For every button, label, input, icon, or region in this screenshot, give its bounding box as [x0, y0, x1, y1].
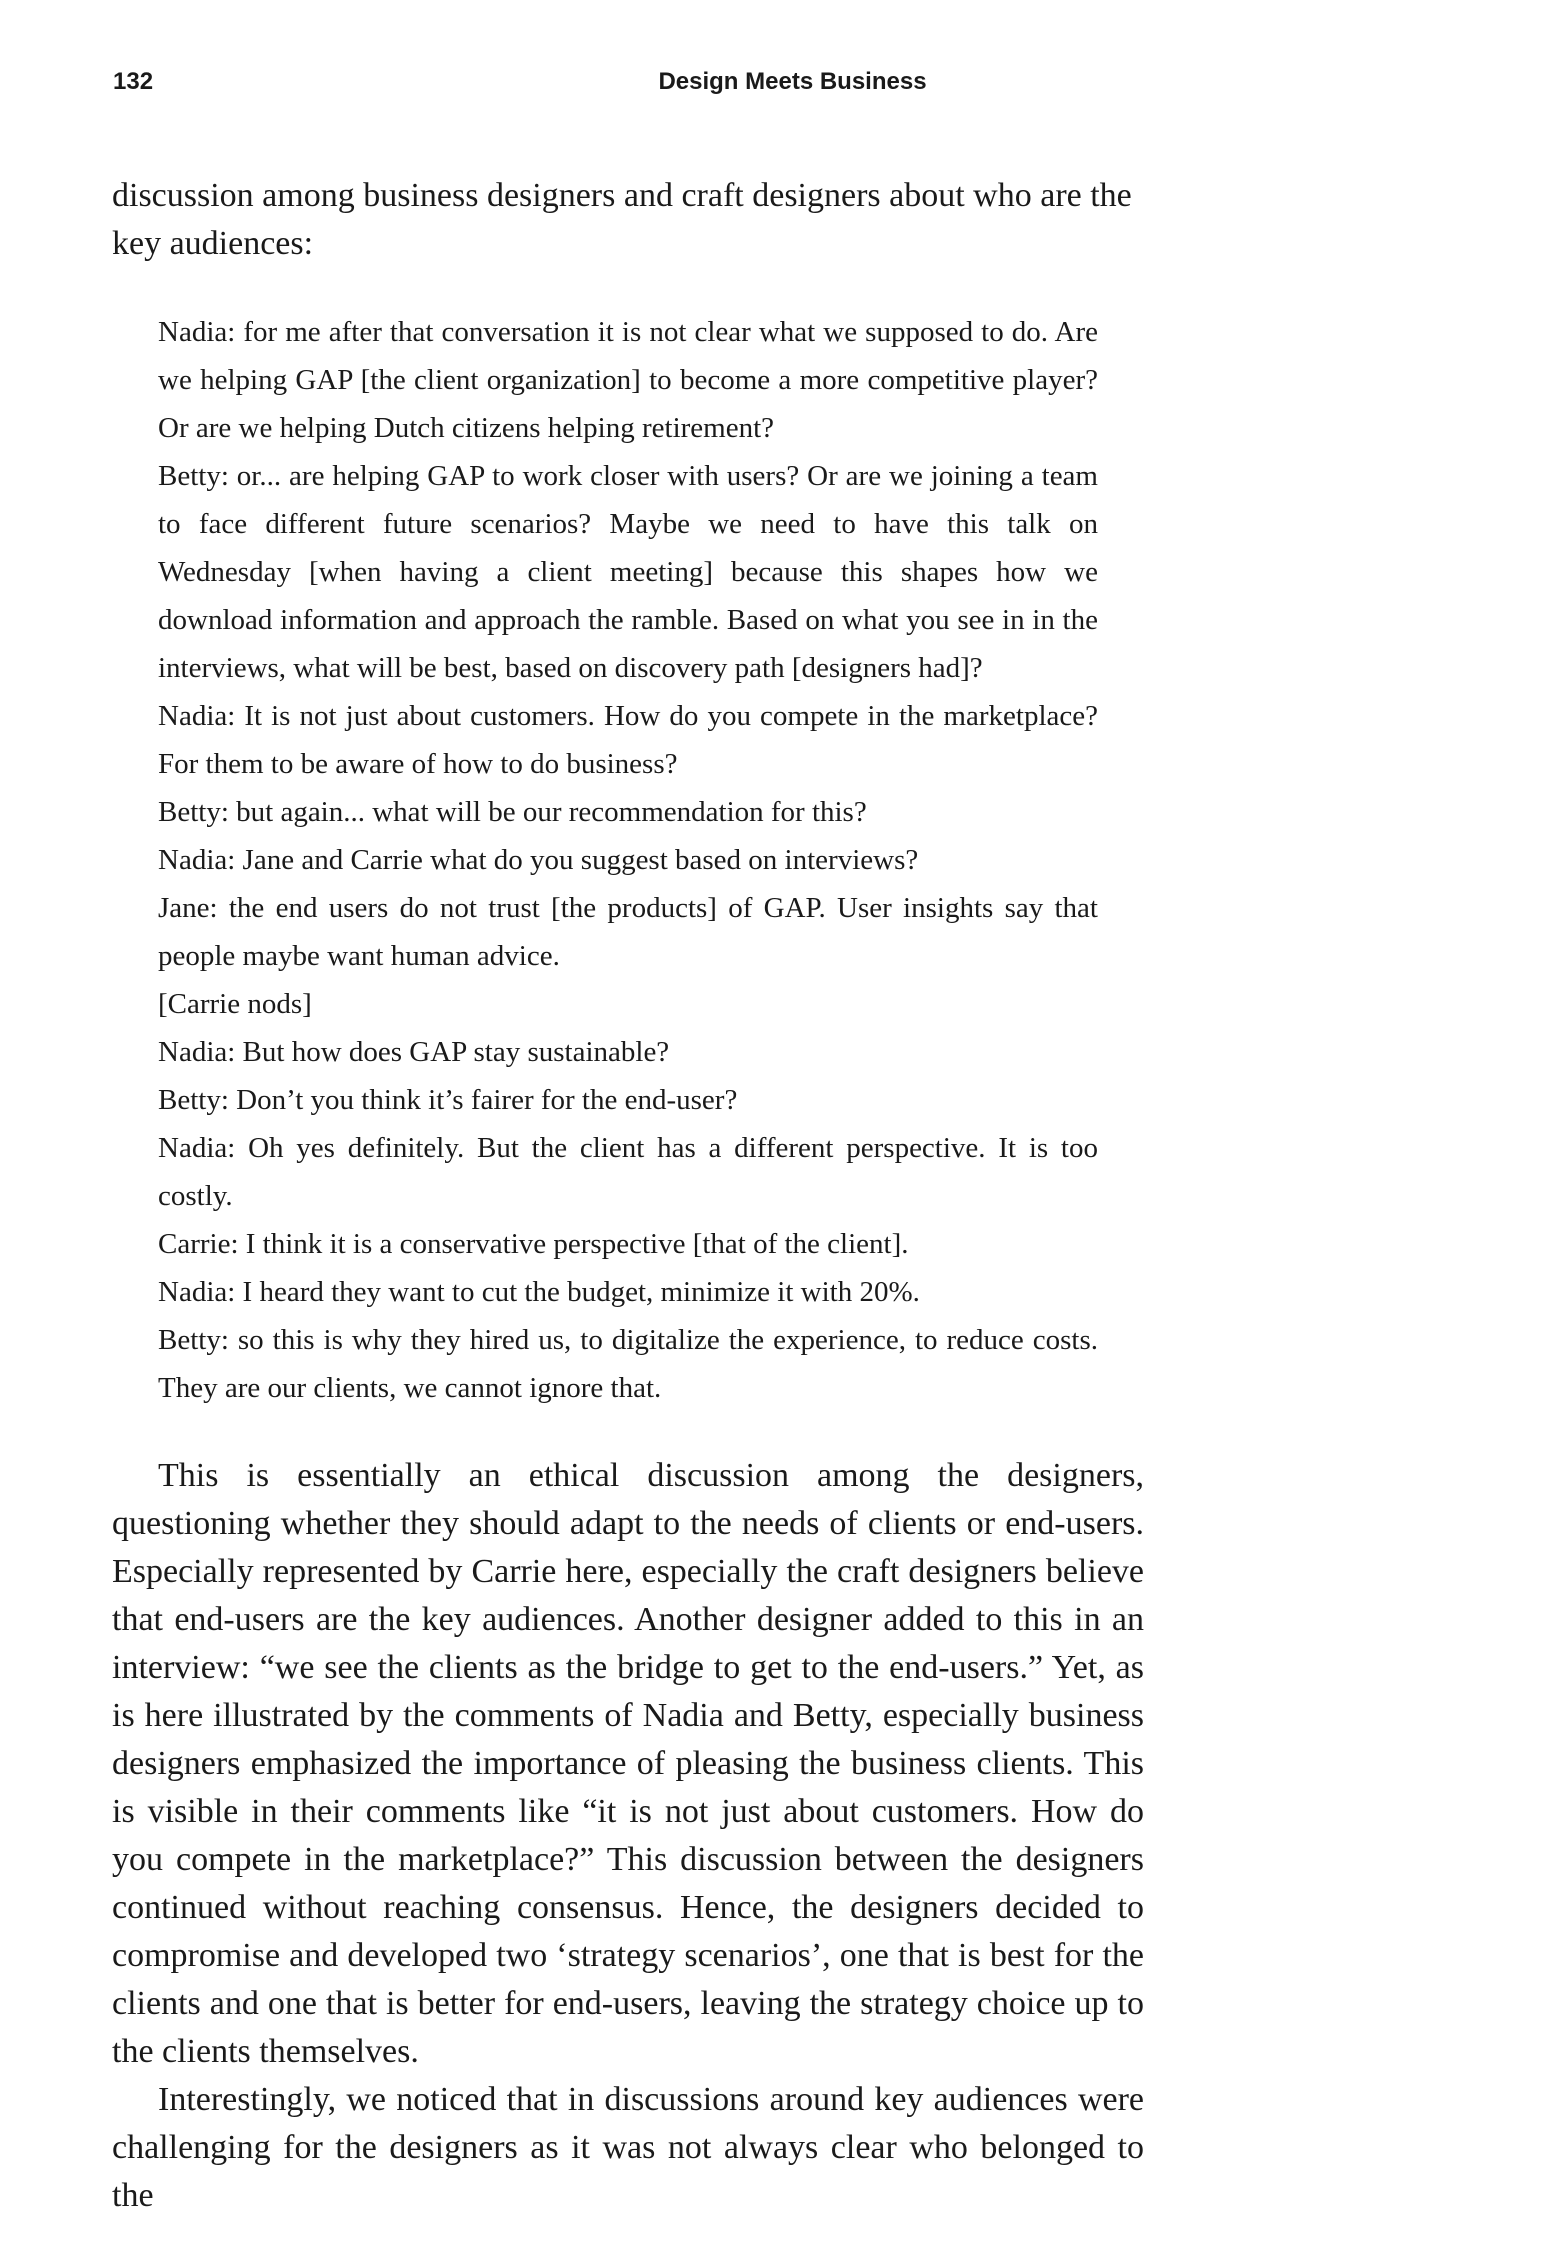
dialogue-line: Betty: but again... what will be our recommendation for this? — [158, 796, 867, 828]
dialogue-line: Nadia: But how does GAP stay sustainable? — [158, 1036, 670, 1068]
running-title: Design Meets Business — [658, 68, 927, 95]
page-header — [0, 68, 1547, 108]
dialogue-line: Nadia: It is not just about customers. How do you compete in the marketplace? For them to be aware of how to do business? — [158, 700, 1098, 780]
dialogue-block — [158, 308, 1098, 1412]
dialogue-line: Nadia: for me after that conversation it is not clear what we supposed to do. Are we helping GAP [the client organization] to become a more competitive player? Or are we helping Dutch citizens helping retirement? — [158, 316, 1098, 444]
dialogue-line: Betty: Don’t you think it’s fairer for the end-user? — [158, 1084, 738, 1116]
dialogue-line: Nadia: Oh yes definitely. But the client has a different perspective. It is too costly. — [158, 1132, 1098, 1212]
dialogue-line: Carrie: I think it is a conservative perspective [that of the client]. — [158, 1228, 909, 1260]
page-number: 132 — [113, 68, 154, 95]
dialogue-line: [Carrie nods] — [158, 988, 312, 1020]
dialogue-line: Jane: the end users do not trust [the products] of GAP. User insights say that people maybe want human advice. — [158, 892, 1098, 972]
dialogue-line: Betty: or... are helping GAP to work closer with users? Or are we joining a team to face different future scenarios? Maybe we need to have this talk on Wednesday [when having a client meeting] because this shapes how we download information and approach the ramble. Based on what you see in in the interviews, what will be best, based on discovery path [designers had]? — [158, 460, 1098, 684]
dialogue-line: Nadia: Jane and Carrie what do you suggest based on interviews? — [158, 844, 919, 876]
dialogue-line: Betty: so this is why they hired us, to digitalize the experience, to reduce costs. They are our clients, we cannot ignore that. — [158, 1324, 1098, 1404]
body-paragraph: This is essentially an ethical discussion among the designers, questioning whether they should adapt to the needs of clients or end-users. Especially represented by Carrie here, especially the craft designers believe that end-users are the key audiences. Another designer added to this in an interview: “we see the clients as the bridge to get to the end-users.” Yet, as is here illustrated by the comments of Nadia and Betty, especially business designers emphasized the importance of pleasing the business clients. This is visible in their comments like “it is not just about customers. How do you compete in the marketplace?” This discussion between the designers continued without reaching consensus. Hence, the designers decided to compromise and developed two ‘strategy scenarios’, one that is best for the clients and one that is better for end-users, leaving the strategy choice up to the clients themselves. — [112, 1457, 1144, 2070]
body-paragraph: Interestingly, we noticed that in discussions around key audiences were challenging for the designers as it was not always clear who belonged to the — [112, 2081, 1144, 2214]
lead-paragraph: discussion among business designers and craft designers about who are the key audiences: — [112, 177, 1132, 262]
page-body — [112, 172, 1144, 2220]
dialogue-line: Nadia: I heard they want to cut the budget, minimize it with 20%. — [158, 1276, 920, 1308]
